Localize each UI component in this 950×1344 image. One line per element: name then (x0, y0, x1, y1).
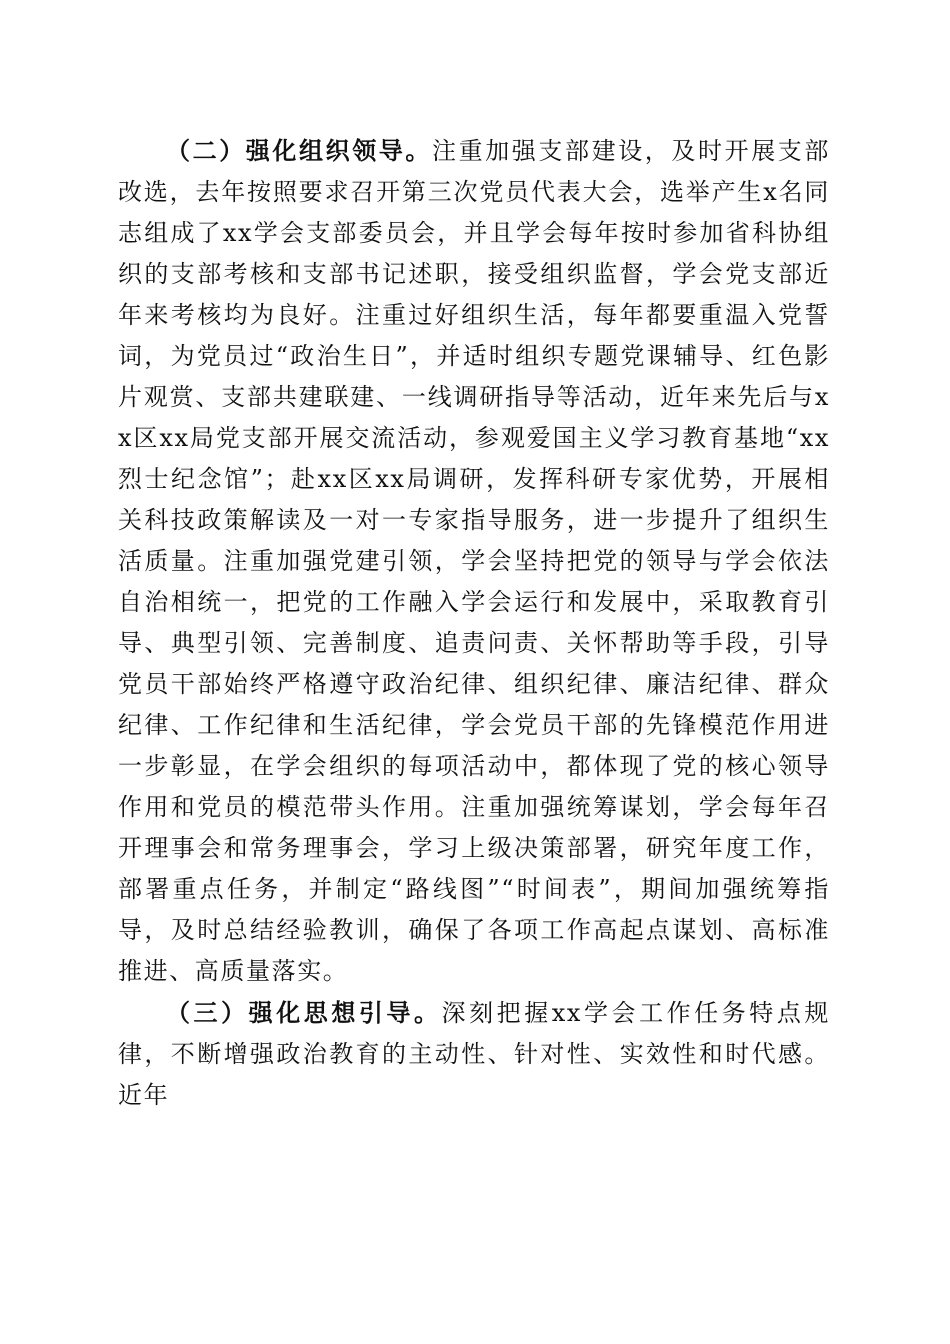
paragraph-text: 注重加强支部建设，及时开展支部改选，去年按照要求召开第三次党员代表大会，选举产生x名同志组成了xx学会支部委员会，并且学会每年按时参加省科协组织的支部考核和支部书记述职，接受组织监督，学会党支部近年来考核均为良好。注重过好组织生活，每年都要重温入党誓词，为党员过“政治生日”，并适时组织专题党课辅导、红色影片观赏、支部共建联建、一线调研指导等活动，近年来先后与xx区xx局党支部开展交流活动，参观爱国主义学习教育基地“xx烈士纪念馆”；赴xx区xx局调研，发挥科研专家优势，开展相关科技政策解读及一对一专家指导服务，进一步提升了组织生活质量。注重加强党建引领，学会坚持把党的领导与学会依法自治相统一，把党的工作融入学会运行和发展中，采取教育引导、典型引领、完善制度、追责问责、关怀帮助等手段，引导党员干部始终严格遵守政治纪律、组织纪律、廉洁纪律、群众纪律、工作纪律和生活纪律，学会党员干部的先锋模范作用进一步彰显，在学会组织的每项活动中，都体现了党的核心领导作用和党员的模范带头作用。注重加强统筹谋划，学会每年召开理事会和常务理事会，学习上级决策部署，研究年度工作，部署重点任务，并制定“路线图”“时间表”，期间加强统筹指导，及时总结经验教训，确保了各项工作高起点谋划、高标准推进、高质量落实。 (118, 137, 830, 985)
paragraph-heading: （二）强化组织领导。 (166, 136, 432, 165)
paragraph-organization-leadership (118, 130, 830, 992)
document-body (118, 130, 830, 1116)
paragraph-ideological-guidance (118, 992, 830, 1116)
paragraph-text: 深刻把握xx学会工作任务特点规律，不断增强政治教育的主动性、针对性、实效性和时代感。近年 (118, 999, 830, 1109)
paragraph-heading: （三）强化思想引导。 (166, 998, 442, 1027)
